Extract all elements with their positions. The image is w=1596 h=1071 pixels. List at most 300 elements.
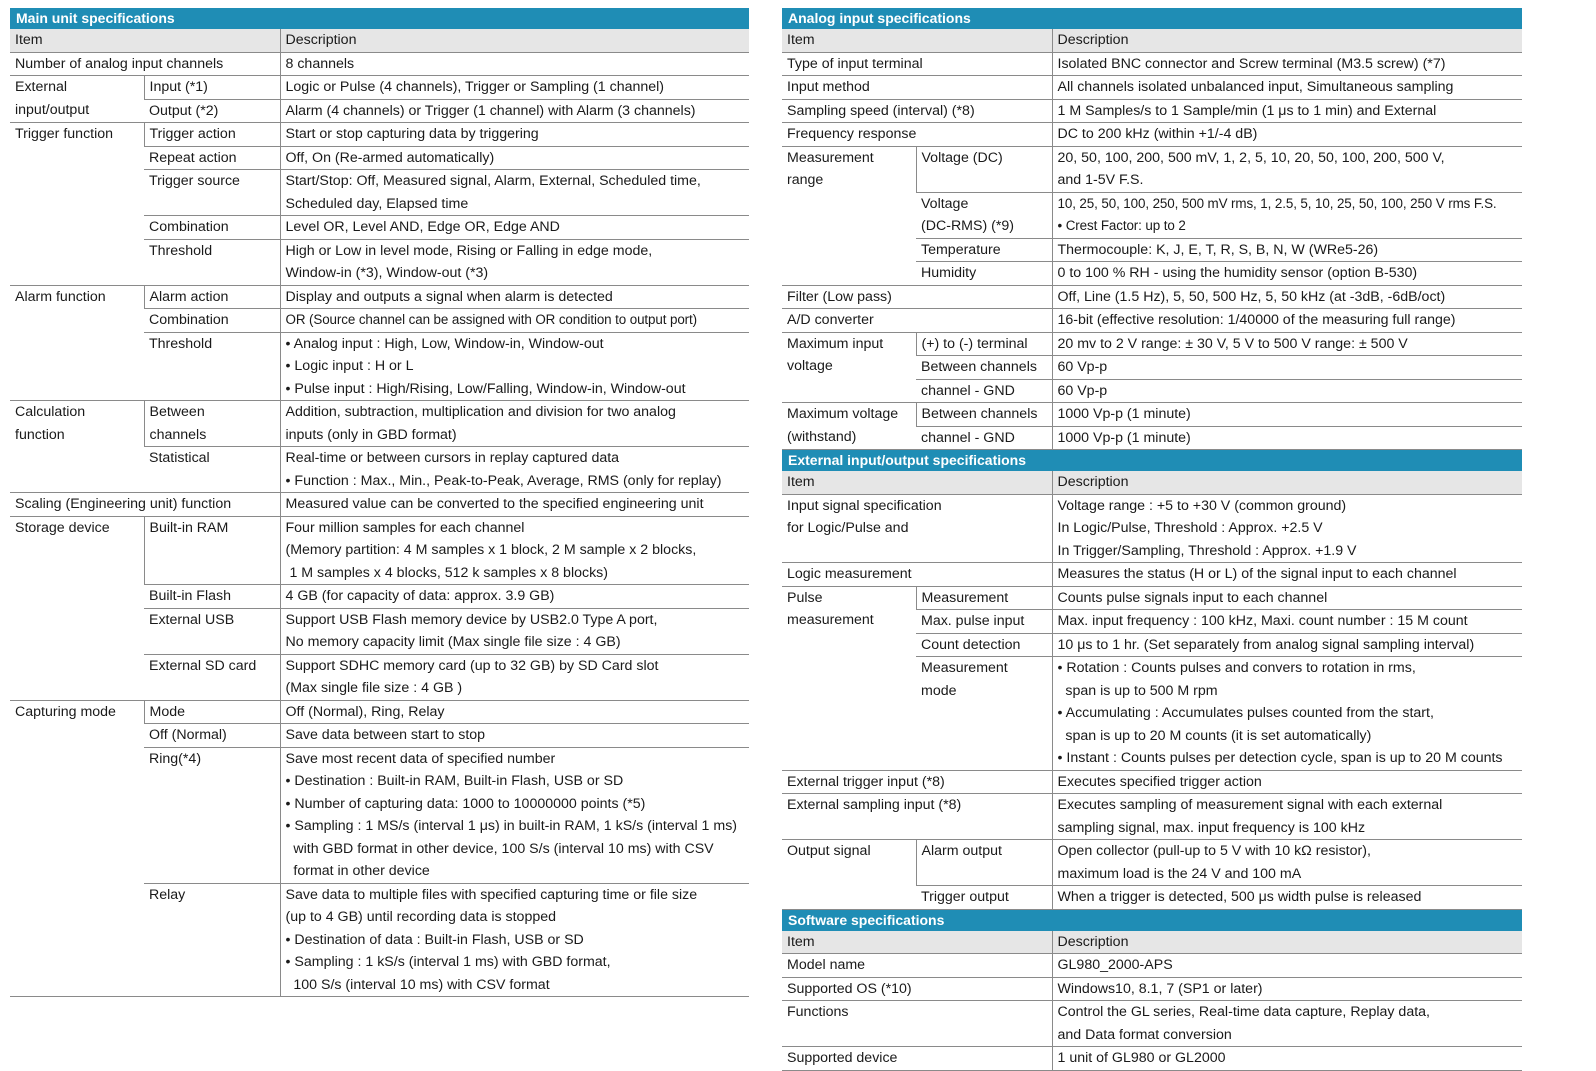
table-cell [144,216,280,240]
table-cell [1052,76,1522,100]
cell-text: Combination [149,312,229,328]
table-cell [782,977,1052,1001]
table-cell [144,608,280,654]
table-cell [280,747,749,883]
cell-text: Off (Normal) [149,727,227,743]
table-cell [280,239,749,285]
cell-text: Trigger action [149,126,236,142]
cell-text: 20 mv to 2 V range: ± 30 V, 5 V to 500 V range: ± 500 V [1057,335,1408,352]
table-cell [280,309,749,333]
table-cell [1052,356,1522,380]
table-cell [144,170,280,216]
table-cell [782,285,1052,309]
table-cell [280,608,749,654]
cell-text: 0 to 100 % RH - using the humidity sensor (option B-530) [1057,265,1418,281]
cell-text: Save data between start to stop [285,727,486,743]
table-row [782,977,1522,1001]
cell-text: Scheduled day, Elapsed time [285,195,469,212]
cell-text: Measured value can be converted to the specified engineering unit [285,496,704,512]
table-cell [1052,770,1522,794]
cell-text: External USB [149,611,235,628]
table-cell [1052,52,1522,76]
cell-text: Display and outputs a signal when alarm is detected [285,288,613,305]
table-row [782,99,1522,123]
cell-text: Number of analog input channels [15,55,224,72]
table-cell [280,401,749,447]
cell-text: (Max single file size : 4 GB ) [285,680,463,696]
cell-text: Alarm output [921,843,1002,859]
cell-text: 60 Vp-p [1057,382,1108,399]
cell-text: (Memory partition: 4 M samples x 1 block, 2 M sample x 2 blocks, [285,542,697,558]
cell-text: Counts pulse signals input to each channel [1057,589,1328,606]
table-cell [1052,192,1522,238]
table-row [782,146,1522,192]
table-row [782,840,1522,886]
cell-text: Real-time or between cursors in replay captured data [285,450,620,466]
cell-text: • Function : Max., Min., Peak-to-Peak, Average, RMS (only for replay) [285,472,722,489]
right-column [782,8,1522,1071]
table-cell [782,954,1052,978]
cell-text: Supported OS (*10) [787,980,912,997]
cell-text: Voltage range : +5 to +30 V (common ground) [1057,497,1347,514]
cell-text: span is up to 20 M counts (it is set automatically) [1057,727,1372,744]
table-cell [280,146,749,170]
table-cell [10,493,280,517]
table-row [10,123,749,147]
table-cell [782,52,1052,76]
cell-text: Threshold [149,335,213,352]
table-cell [916,426,1052,450]
table-row [782,494,1522,563]
main-unit-section [10,8,749,997]
table-cell [916,356,1052,380]
cell-text: Off (Normal), Ring, Relay [285,703,445,720]
table-row [782,770,1522,794]
section-title: Analog input specifications [782,8,1522,29]
table-cell [782,123,1052,147]
cell-text: • Pulse input : High/Rising, Low/Falling, Window-in, Window-out [285,380,686,397]
table-cell [1052,886,1522,910]
spec-table [782,471,1522,910]
table-cell [916,633,1052,657]
table-cell [916,886,1052,910]
table-row [782,285,1522,309]
cell-text: • Accumulating : Accumulates pulses counted from the start, [1057,705,1434,721]
table-cell [144,146,280,170]
header-description: Description [1052,931,1522,954]
table-cell [280,123,749,147]
cell-text: • Destination of data : Built-in Flash, USB or SD [285,931,584,948]
section-title: External input/output specifications [782,450,1522,471]
cell-text: 8 channels [285,55,355,72]
cell-text: Trigger source [149,173,240,189]
cell-text: Scaling (Engineering unit) function [15,496,232,512]
cell-text: 10 μs to 1 hr. (Set separately from analog signal sampling interval) [1057,636,1475,653]
cell-text: mode [921,682,957,699]
cell-text: • Logic input : H or L [285,358,414,374]
cell-text: 1 M samples x 4 blocks, 512 k samples x 8 blocks) [285,564,608,581]
cell-text: Measures the status (H or L) of the signal input to each channel [1057,566,1457,582]
table-cell [1052,610,1522,634]
cell-text: High or Low in level mode, Rising or Falling in edge mode, [285,242,653,259]
table-cell [782,1047,1052,1071]
table-cell [916,332,1052,356]
table-cell [280,654,749,700]
table-cell [10,76,144,123]
table-cell [1052,494,1522,563]
cell-text: Save data to multiple files with specified capturing time or file size [285,886,698,903]
cell-text: External sampling input (*8) [787,797,962,813]
table-cell [280,447,749,493]
table-row [782,332,1522,356]
cell-text: In Logic/Pulse, Threshold : Approx. +2.5 V [1057,520,1323,536]
table-cell [144,123,280,147]
table-cell [144,309,280,333]
cell-text: for Logic/Pulse and [787,520,909,536]
cell-text: Output (*2) [149,102,219,119]
table-cell [916,379,1052,403]
table-row [782,52,1522,76]
cell-text: channel - GND [921,382,1015,399]
cell-text: Support USB Flash memory device by USB2.0 Type A port, [285,611,658,628]
cell-text: Capturing mode [15,703,116,720]
table-header-row [782,29,1522,52]
cell-text: No memory capacity limit (Max single file size : 4 GB) [285,634,621,650]
table-cell [144,654,280,700]
cell-text: • Analog input : High, Low, Window-in, Window-out [285,335,604,352]
table-cell [1052,379,1522,403]
table-cell [1052,563,1522,587]
spec-table [10,29,749,997]
cell-text: (DC-RMS) (*9) [921,218,1014,234]
table-cell [782,146,916,285]
cell-text: Storage device [15,519,110,536]
cell-text: Count detection [921,636,1021,653]
table-cell [10,700,144,997]
cell-text: with GBD format in other device, 100 S/s (interval 10 ms) with CSV [285,840,714,857]
cell-text: Off, On (Re-armed automatically) [285,149,495,166]
table-cell [916,610,1052,634]
analog-input-section [782,8,1522,450]
cell-text: 4 GB (for capacity of data: approx. 3.9 GB) [285,588,555,604]
section-title: Software specifications [782,910,1522,931]
table-cell [1052,285,1522,309]
table-row [10,285,749,309]
table-cell [280,332,749,401]
table-cell [916,146,1052,192]
cell-text: Combination [149,219,229,235]
cell-text: input/output [15,101,90,118]
table-cell [916,840,1052,886]
cell-text: 20, 50, 100, 200, 500 mV, 1, 2, 5, 10, 20, 50, 100, 200, 500 V, [1057,149,1445,166]
cell-text: 100 S/s (interval 10 ms) with CSV format [285,976,550,993]
table-cell [782,563,1052,587]
cell-text: Threshold [149,242,213,259]
cell-text: Executes sampling of measurement signal with each external [1057,797,1443,813]
cell-text: External SD card [149,657,257,674]
cell-text: measurement [787,612,874,628]
table-row [10,516,749,585]
cell-text: Relay [149,886,186,903]
table-cell [144,239,280,285]
table-cell [782,76,1052,100]
cell-text: Ring(*4) [149,750,202,767]
table-cell [280,724,749,748]
table-cell [782,840,916,910]
header-description: Description [280,29,749,52]
cell-text: • Sampling : 1 MS/s (interval 1 μs) in built-in RAM, 1 kS/s (interval 1 ms) [285,818,738,834]
cell-text: All channels isolated unbalanced input, Simultaneous sampling [1057,79,1454,95]
table-cell [10,516,144,700]
table-cell [916,238,1052,262]
cell-text: channels [149,426,207,443]
software-section [782,910,1522,1071]
cell-text: Between [149,404,205,420]
table-cell [1052,794,1522,840]
cell-text: Support SDHC memory card (up to 32 GB) by SD Card slot [285,657,659,674]
cell-text: 1000 Vp-p (1 minute) [1057,406,1191,422]
table-row [10,401,749,447]
cell-text: Save most recent data of specified number [285,750,556,767]
cell-text: span is up to 500 M rpm [1057,682,1218,699]
cell-text: Input (*1) [149,79,208,95]
cell-text: Frequency response [787,126,917,142]
cell-text: Voltage (DC) [921,149,1003,166]
table-row [782,309,1522,333]
cell-text: Sampling speed (interval) (*8) [787,102,975,119]
cell-text: Thermocouple: K, J, E, T, R, S, B, N, W (WRe5-26) [1057,241,1379,258]
external-io-section [782,450,1522,910]
table-cell [10,401,144,493]
table-cell [144,447,280,493]
table-cell [782,770,1052,794]
table-cell [1052,633,1522,657]
section-title: Main unit specifications [10,8,749,29]
cell-text: sampling signal, max. input frequency is 100 kHz [1057,819,1366,836]
table-row [10,493,749,517]
table-cell [1052,1001,1522,1047]
cell-text: 60 Vp-p [1057,359,1108,375]
cell-text: (+) to (-) terminal [921,335,1028,352]
cell-text: Between channels [921,406,1038,422]
cell-text: Measurement [921,589,1009,606]
table-cell [1052,840,1522,886]
cell-text: maximum load is the 24 V and 100 mA [1057,865,1302,882]
cell-text: Statistical [149,450,210,466]
table-cell [782,99,1052,123]
table-cell [1052,309,1522,333]
table-cell [1052,1047,1522,1071]
table-cell [916,657,1052,771]
table-cell [280,700,749,724]
header-item: Item [10,29,280,52]
table-cell [10,123,144,286]
cell-text: Calculation [15,404,86,420]
cell-text: Four million samples for each channel [285,519,525,536]
table-header-row [782,931,1522,954]
cell-text: Isolated BNC connector and Screw terminal (M3.5 screw) (*7) [1057,55,1446,72]
table-row [782,794,1522,840]
cell-text: GL980_2000-APS [1057,957,1173,973]
cell-text: External [15,79,68,95]
table-cell [280,493,749,517]
table-cell [280,76,749,100]
table-cell [280,216,749,240]
cell-text: • Rotation : Counts pulses and convers to rotation in rms, [1057,660,1416,676]
table-cell [1052,262,1522,286]
table-row [782,586,1522,610]
table-cell [1052,403,1522,427]
table-cell [144,724,280,748]
table-cell [916,262,1052,286]
table-cell [1052,954,1522,978]
table-cell [280,99,749,123]
cell-text: 10, 25, 50, 100, 250, 500 mV rms, 1, 2.5, 5, 10, 25, 50, 100, 250 V rms F.S. [1057,195,1497,211]
cell-text: Windows10, 8.1, 7 (SP1 or later) [1057,980,1263,997]
cell-text: Max. input frequency : 100 kHz, Maxi. count number : 15 M count [1057,613,1468,629]
table-row [782,76,1522,100]
cell-text: Built-in RAM [149,519,229,536]
cell-text: Humidity [921,265,977,281]
table-cell [782,403,916,450]
cell-text: format in other device [285,863,430,879]
cell-text: Trigger output [921,889,1009,905]
table-cell [1052,238,1522,262]
cell-text: Control the GL series, Real-time data capture, Replay data, [1057,1004,1430,1020]
table-header-row [782,471,1522,494]
cell-text: OR (Source channel can be assigned with OR condition to output port) [285,312,698,327]
table-row [782,954,1522,978]
table-cell [280,285,749,309]
cell-text: 1000 Vp-p (1 minute) [1057,429,1191,446]
cell-text: Trigger function [15,126,114,142]
table-cell [916,403,1052,427]
table-cell [144,700,280,724]
cell-text: Measurement [787,149,874,166]
table-cell [782,586,916,770]
cell-text: Input signal specification [787,497,942,514]
cell-text: Addition, subtraction, multiplication and division for two analog [285,404,676,420]
cell-text: and 1-5V F.S. [1057,172,1144,188]
cell-text: Start/Stop: Off, Measured signal, Alarm, External, Scheduled time, [285,173,701,189]
cell-text: (up to 4 GB) until recording data is stopped [285,909,557,925]
cell-text: function [15,426,65,443]
table-row [782,1047,1522,1071]
table-cell [144,332,280,401]
cell-text: Open collector (pull-up to 5 V with 10 kΩ resistor), [1057,843,1371,859]
table-cell [144,516,280,585]
table-cell [782,332,916,403]
table-cell [144,285,280,309]
cell-text: Alarm (4 channels) or Trigger (1 channel) with Alarm (3 channels) [285,102,696,119]
table-cell [1052,123,1522,147]
header-description: Description [1052,471,1522,494]
cell-text: Maximum voltage [787,406,899,422]
cell-text: Repeat action [149,149,237,166]
table-cell [782,309,1052,333]
cell-text: Start or stop capturing data by triggering [285,126,539,142]
cell-text: Input method [787,79,870,95]
cell-text: Alarm action [149,288,229,305]
cell-text: Supported device [787,1050,898,1066]
cell-text: Voltage [921,195,969,212]
table-row [10,52,749,76]
cell-text: Type of input terminal [787,55,923,72]
cell-text: Built-in Flash [149,588,232,604]
cell-text: A/D converter [787,312,874,328]
cell-text: When a trigger is detected, 500 μs width pulse is released [1057,889,1422,905]
cell-text: Off, Line (1.5 Hz), 5, 50, 500 Hz, 5, 50 kHz (at -3dB, -6dB/oct) [1057,288,1446,305]
cell-text: Logic or Pulse (4 channels), Trigger or Sampling (1 channel) [285,79,665,95]
left-column [10,8,749,997]
table-cell [144,76,280,100]
table-cell [280,883,749,997]
table-cell [1052,99,1522,123]
cell-text: channel - GND [921,429,1015,446]
table-cell [916,586,1052,610]
table-cell [916,192,1052,238]
cell-text: Model name [787,957,866,973]
cell-text: Mode [149,703,185,720]
cell-text: • Destination : Built-in RAM, Built-in Flash, USB or SD [285,773,624,789]
table-cell [280,585,749,609]
table-cell [144,747,280,883]
header-item: Item [782,931,1052,954]
cell-text: Executes specified trigger action [1057,773,1262,790]
table-cell [10,285,144,401]
table-row [782,403,1522,427]
cell-text: (withstand) [787,428,857,445]
spec-table [782,29,1522,450]
table-cell [280,516,749,585]
table-cell [280,170,749,216]
cell-text: Pulse [787,589,823,606]
table-cell [144,401,280,447]
table-cell [1052,657,1522,771]
cell-text: Measurement [921,660,1008,676]
cell-text: • Sampling : 1 kS/s (interval 1 ms) with GBD format, [285,954,611,970]
table-cell [144,99,280,123]
table-cell [280,52,749,76]
cell-text: Functions [787,1004,849,1020]
table-cell [144,585,280,609]
table-cell [782,794,1052,840]
cell-text: Window-in (*3), Window-out (*3) [285,265,489,281]
header-item: Item [782,29,1052,52]
table-row [782,563,1522,587]
table-cell [1052,426,1522,450]
table-row [10,700,749,724]
table-row [782,123,1522,147]
table-cell [1052,146,1522,192]
cell-text: • Crest Factor: up to 2 [1057,218,1186,233]
cell-text: Alarm function [15,288,106,305]
table-cell [144,883,280,997]
cell-text: Max. pulse input [921,613,1025,629]
table-row [782,1001,1522,1047]
table-header-row [10,29,749,52]
header-description: Description [1052,29,1522,52]
cell-text: 1 unit of GL980 or GL2000 [1057,1050,1226,1066]
spec-table [782,931,1522,1071]
cell-text: Level OR, Level AND, Edge OR, Edge AND [285,219,560,235]
cell-text: Output signal [787,843,871,859]
header-item: Item [782,471,1052,494]
cell-text: DC to 200 kHz (within +1/-4 dB) [1057,126,1258,142]
cell-text: Between channels [921,359,1037,375]
cell-text: and Data format conversion [1057,1026,1232,1043]
cell-text: In Trigger/Sampling, Threshold : Approx. +1.9 V [1057,542,1357,559]
